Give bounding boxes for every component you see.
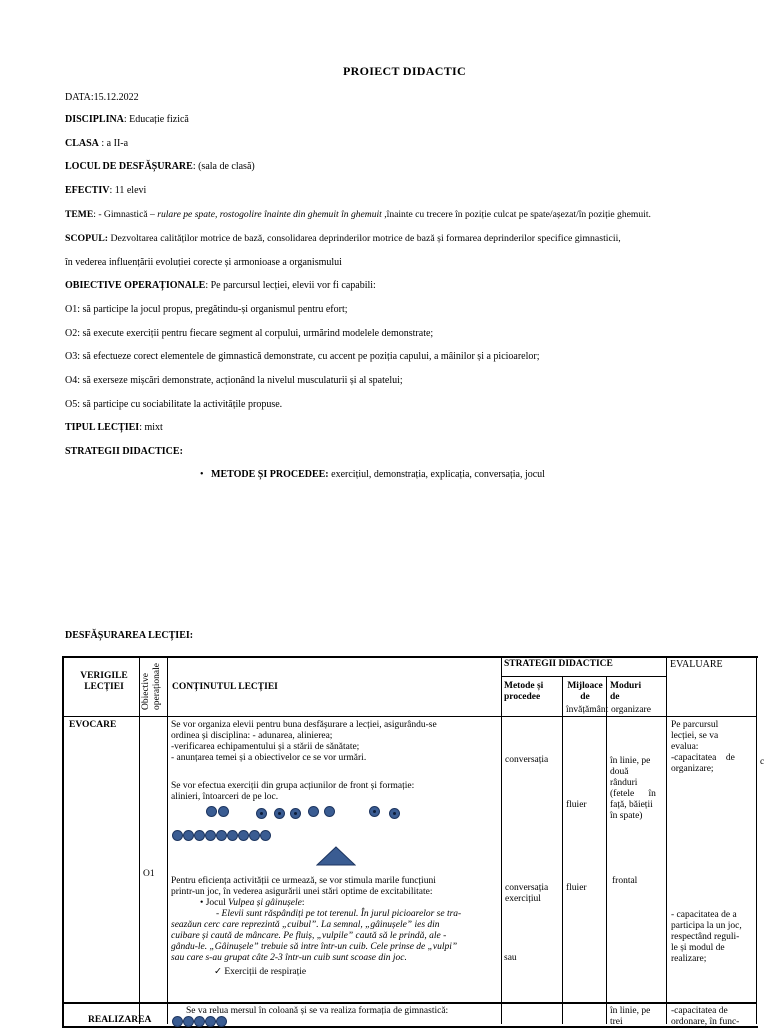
scopul-line: [65, 233, 621, 245]
student-circle: [324, 806, 335, 817]
obiective-intro: : Pe parcursul lecției, elevii vor fi capabili:: [205, 280, 376, 291]
game-description-line: sau care s-au grupat câte 2-3 într-un cuib sunt scoase din joc.: [171, 953, 407, 963]
student-circle: [389, 808, 400, 819]
game-description-line: - Elevii sunt răspândiți pe tot terenul. În jurul picioarelor se tra-: [216, 909, 462, 919]
student-circle: [172, 1016, 183, 1027]
student-circle: [205, 830, 216, 841]
mijloace-cell: fluier: [566, 800, 587, 810]
teme-line: [65, 209, 651, 221]
clasa-label: CLASA: [65, 138, 99, 149]
student-circle: [205, 1016, 216, 1027]
bullet-icon: •: [200, 469, 212, 480]
content-line: Se va relua mersul în coloană și se va realiza formația de gimnastică:: [186, 1006, 449, 1016]
teme-suffix: ,înainte cu trecere în poziție culcat pe spate/așezat/în poziție ghemuit.: [381, 209, 651, 220]
moduri-cell: în linie, pe: [610, 756, 651, 766]
objective-item: O1: să participe la jocul propus, pregătindu-și organismul pentru efort;: [65, 304, 348, 315]
header-mijloace-sub: învățământ: [566, 705, 609, 715]
evaluare-cell: organizare;: [671, 764, 714, 774]
obiective-label: OBIECTIVE OPERAȚIONALE: [65, 280, 206, 291]
evaluare-cell: lecției, se va: [671, 731, 719, 741]
teme-label: TEME: [65, 209, 94, 220]
col-divider: [606, 677, 607, 1024]
content-line: printr-un joc, în vederea asigurării unei stări optime de excitabilitate:: [171, 887, 433, 897]
header-mijloace: Mijloace de: [567, 681, 603, 702]
evaluare-cell: realizare;: [671, 954, 707, 964]
evaluare-cell: -capacitatea de: [671, 753, 735, 763]
student-circle: [183, 830, 194, 841]
veriga-evocare: EVOCARE: [69, 720, 117, 730]
col-divider: [756, 657, 757, 1024]
metode-line: [200, 469, 545, 481]
veriga-realizarea: REALIZAREA: [88, 1015, 152, 1025]
header-evaluare: EVALUARE: [670, 659, 723, 670]
evaluare-cell: le și modul de: [671, 943, 725, 953]
student-circle: [256, 808, 267, 819]
efectiv-line: [65, 185, 146, 197]
evaluare-cell: - capacitatea de a: [671, 910, 737, 920]
content-line: Se vor efectua exerciții din grupa acțiunilor de front și formație:: [171, 781, 415, 791]
student-circle: [369, 806, 380, 817]
obiective-line: [65, 280, 376, 292]
date-line: DATA:15.12.2022: [65, 92, 139, 103]
efectiv-label: EFECTIV: [65, 185, 110, 196]
content-line: ordinea și disciplina: - adunarea, alinierea;: [171, 731, 333, 741]
student-circle: [194, 830, 205, 841]
header-continut: CONȚINUTUL LECȚIEI: [172, 682, 278, 692]
clasa-line: [65, 138, 128, 150]
locul-value: : (sala de clasă): [192, 161, 255, 172]
edge-fragment: c: [760, 757, 765, 767]
col-divider: [167, 657, 168, 1024]
student-circle: [308, 806, 319, 817]
metode-label: METODE ȘI PROCEDEE:: [211, 469, 329, 480]
objective-item: O4: să exerseze mișcări demonstrate, acționând la nivelul musculaturii și al spatelui;: [65, 375, 403, 386]
col-divider: [562, 677, 563, 1024]
desfasurarea-heading: DESFĂȘURAREA LECȚIEI:: [65, 630, 194, 641]
row-divider: [501, 676, 666, 677]
metode-cell: conversația: [505, 755, 549, 765]
locul-label: LOCUL DE DESFĂȘURARE: [65, 161, 193, 172]
disciplina-value: : Educație fizică: [123, 114, 189, 125]
col-divider: [666, 657, 667, 1024]
header-strategii: STRATEGII DIDACTICE: [504, 659, 613, 669]
student-circle: [227, 830, 238, 841]
student-circle: [216, 830, 227, 841]
moduri-cell: față, băieții: [610, 800, 653, 810]
content-line: Pentru eficiența activității ce urmează, se vor stimula marile funcțiuni: [171, 876, 436, 886]
efectiv-value: : 11 elevi: [109, 185, 147, 196]
evaluare-cell: participa la un joc,: [671, 921, 742, 931]
content-line: - anunțarea temei și a obiectivelor ce se vor urmări.: [171, 753, 367, 763]
disciplina-line: [65, 114, 189, 126]
objective-item: O5: să participe cu sociabilitate la activitățile propuse.: [65, 399, 283, 410]
moduri-cell: rânduri: [610, 778, 638, 788]
obiectiv-o1: O1: [143, 869, 155, 879]
student-circle: [274, 808, 285, 819]
student-circle: [249, 830, 260, 841]
game-title-line: [200, 898, 304, 909]
header-metode: Metode și procedee: [504, 681, 544, 702]
content-line: alinieri, întoarceri de pe loc.: [171, 792, 279, 802]
student-circle: [172, 830, 183, 841]
moduri-cell: două: [610, 767, 629, 777]
header-moduri-sub: organizare: [611, 705, 651, 715]
strategii-label: STRATEGII DIDACTICE:: [65, 446, 183, 457]
header-obiective: Obiective operaționale: [141, 663, 162, 710]
scopul-label: SCOPUL:: [65, 233, 109, 244]
student-circle: [206, 806, 217, 817]
objective-item: O2: să execute exerciții pentru fiecare segment al corpului, urmărind modelele demonstrate;: [65, 328, 434, 339]
evaluare-cell: ordonare, în func-: [671, 1017, 740, 1027]
objective-item: O3: să efectueze corect elementele de gimnastică demonstrate, cu accent pe poziția capului, a mâinilor și a picioarelor;: [65, 351, 540, 362]
tipul-value: : mixt: [139, 422, 163, 433]
student-circle: [216, 1016, 227, 1027]
metode-cell: exercițiul: [505, 894, 541, 904]
game-bullet: • Jocul: [200, 898, 229, 908]
header-moduri: Moduri de: [610, 681, 642, 702]
teme-italic: rulare pe spate, rostogolire înainte din ghemuit în ghemuit: [157, 209, 382, 220]
evaluare-cell: -capacitatea de: [671, 1006, 728, 1016]
moduri-cell: frontal: [612, 876, 638, 886]
teacher-triangle-icon: [316, 846, 356, 866]
evaluare-cell: evalua:: [671, 742, 699, 752]
scopul-line2: în vederea influențării evoluției corecte și armonioase a organismului: [65, 257, 342, 268]
game-colon: :: [301, 898, 305, 908]
row-divider: [64, 716, 757, 717]
game-name: Vulpea și gâinușele: [228, 898, 302, 908]
row-divider: [64, 1002, 757, 1004]
teme-prefix: : - Gimnastică –: [93, 209, 158, 220]
locul-line: [65, 161, 255, 173]
checkmark-item: ✓ Exerciții de respirație: [214, 967, 307, 977]
content-line: Se vor organiza elevii pentru buna desfășurare a lecției, asigurându-se: [171, 720, 437, 730]
moduri-cell: trei: [610, 1017, 623, 1027]
metode-cell: conversația: [505, 883, 549, 893]
tipul-label: TIPUL LECȚIEI: [65, 422, 140, 433]
content-line: -verificarea echipamentului și a stării de sănătate;: [171, 742, 360, 752]
student-circle: [194, 1016, 205, 1027]
evaluare-cell: respectând reguli-: [671, 932, 740, 942]
disciplina-label: DISCIPLINA: [65, 114, 124, 125]
mijloace-cell: fluier: [566, 883, 587, 893]
metode-value: exercițiul, demonstrația, explicația, conversația, jocul: [328, 469, 545, 480]
game-description-line: cuibare și caută de mâncare. Pe fluiș, „vulpile” caută să le prindă, ale -: [171, 931, 447, 941]
col-divider: [501, 657, 502, 1024]
clasa-value: : a II-a: [98, 138, 129, 149]
sau-text: sau: [504, 953, 517, 963]
game-description-line: gându-le. „Gâinușele” trebuie să intre într-un cuib. Cele prinse de „vulpi”: [171, 942, 458, 952]
col-divider: [139, 657, 140, 1024]
tipul-line: [65, 422, 163, 434]
moduri-cell: în spate): [610, 811, 643, 821]
evaluare-cell: Pe parcursul: [671, 720, 719, 730]
scopul-line1: Dezvoltarea calităților motrice de bază, consolidarea deprinderilor motrice de bază și formarea deprinderilor specifice gimnasticii,: [108, 233, 621, 244]
student-circle: [238, 830, 249, 841]
game-description-line: seazăun cerc care reprezintă „cuibul”. La semnal, „gâinușele” ies din: [171, 920, 440, 930]
document-title: PROIECT DIDACTIC: [343, 64, 466, 78]
student-circle: [290, 808, 301, 819]
student-circle: [218, 806, 229, 817]
moduri-cell: în linie, pe: [610, 1006, 651, 1016]
header-verigile: VERIGILE LECȚIEI: [80, 671, 128, 692]
student-circle: [260, 830, 271, 841]
student-circle: [183, 1016, 194, 1027]
moduri-cell: (fetele în: [610, 789, 656, 799]
